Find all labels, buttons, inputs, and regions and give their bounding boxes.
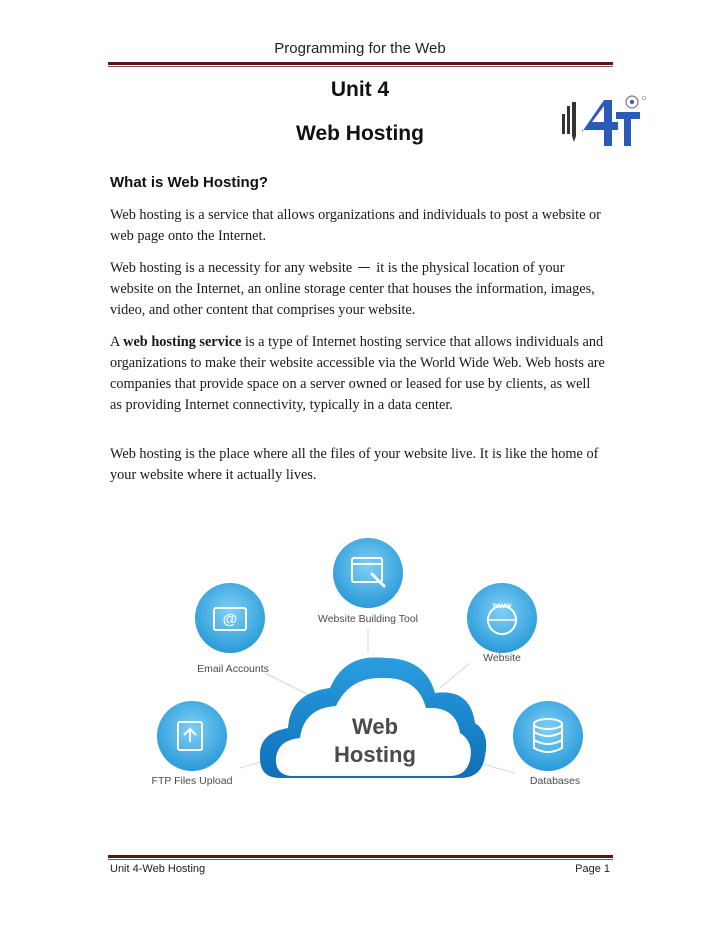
paragraph-3-rest: is a type of Internet hosting service that allows individuals and organizations to make their website accessible via the World Wide Web. Web hosts are companies that provide space on a server owned or leased for use by clients, as well as providing Internet connectivity, typically in a data center. — [110, 334, 605, 413]
node-label-website: Website — [483, 652, 521, 664]
paragraph-3-lead: A — [110, 334, 120, 350]
website-building-tool-node — [318, 538, 418, 625]
unit-title: Unit 4 — [330, 78, 390, 101]
paragraph-4: Web hosting is the place where all the files of your website live. It is like the home of your website where it actually lives. — [110, 446, 599, 483]
node-label-email: Email Accounts — [197, 663, 269, 675]
page-title: Web Hosting — [296, 122, 424, 145]
databases-node — [513, 701, 583, 787]
paragraph-2-start: Web hosting is a necessity for any website — [110, 260, 353, 276]
paragraph-1: Web hosting is a service that allows organizations and individuals to post a website or web page onto the Internet. — [110, 207, 601, 244]
paragraph-3 — [110, 332, 605, 416]
node-label-ftp: FTP Files Upload — [151, 775, 233, 787]
paragraph-2-end: it is the physical location of your website on the Internet, an online storage center that houses the information, images, video, and other content that comprises your website. — [110, 260, 595, 318]
header-rule — [108, 62, 613, 67]
ftp-files-upload-node — [152, 701, 233, 787]
footer-left: Unit 4-Web Hosting — [110, 863, 206, 875]
paragraph-2 — [110, 258, 605, 321]
page-number: Page 1 — [575, 863, 610, 875]
web-hosting-diagram — [140, 528, 600, 808]
website-node — [467, 583, 537, 664]
footer-rule — [108, 855, 613, 860]
at-sign-icon: @ — [222, 611, 238, 628]
section-heading: What is Web Hosting? — [110, 174, 269, 191]
cloud-label-line2: Hosting — [334, 742, 416, 767]
node-label-databases: Databases — [529, 775, 581, 787]
svg-text:www: www — [492, 601, 512, 610]
4t-logo-icon — [560, 92, 650, 152]
email-accounts-node — [195, 583, 269, 675]
em-dash — [358, 267, 370, 268]
cloud-label-line1: Web — [351, 714, 399, 739]
paragraph-3-bold-term: web hosting service — [123, 334, 242, 350]
running-header: Programming for the Web — [274, 40, 446, 57]
node-label-building-tool: Website Building Tool — [317, 613, 419, 625]
